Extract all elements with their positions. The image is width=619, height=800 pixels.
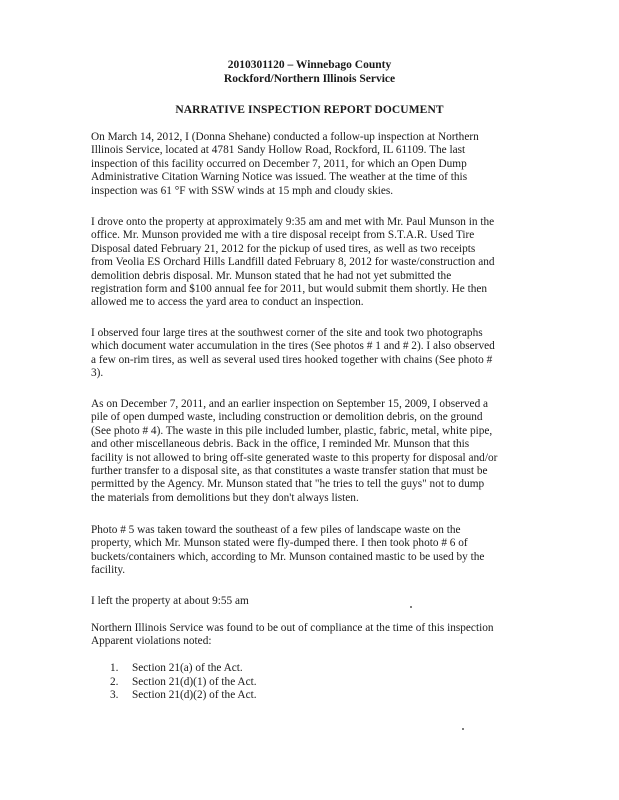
text-line: and other miscellaneous debris. Back in the office, I reminded Mr. Munson that this <box>91 438 470 451</box>
paragraph-departure <box>91 595 536 608</box>
report-header <box>0 58 619 86</box>
text-line: Illinois Service, located at 4781 Sandy Hollow Road, Rockford, IL 61109. The last <box>91 144 466 157</box>
scan-speck <box>462 728 464 730</box>
violation-text: Section 21(a) of the Act. <box>132 662 243 674</box>
text-line: from Veolia ES Orchard Hills Landfill dated February 8, 2012 for waste/construction and <box>91 256 495 269</box>
violations-list <box>110 662 257 703</box>
text-line: Apparent violations noted: <box>91 635 212 648</box>
paragraph-inspection-intro <box>91 131 536 198</box>
violation-number: 1. <box>110 662 119 674</box>
text-line: Northern Illinois Service was found to be out of compliance at the time of this inspection <box>91 622 494 634</box>
text-line: 3). <box>91 367 104 380</box>
text-line: property, which Mr. Munson stated were fly-dumped there. I then took photo # 6 of <box>91 537 468 550</box>
header-case-line: 2010301120 – Winnebago County <box>227 59 392 71</box>
paragraph-compliance <box>91 622 536 649</box>
text-line: which document water accumulation in the tires (See photos # 1 and # 2). I also observed <box>91 340 495 353</box>
text-line: pile of open dumped waste, including construction or demolition debris, on the ground <box>91 411 483 424</box>
text-line: allowed me to access the yard area to conduct an inspection. <box>91 296 364 309</box>
text-line: the materials from demolitions but they don't always listen. <box>91 491 359 504</box>
text-line: demolition debris disposal. Mr. Munson stated that he had not yet submitted the <box>91 269 452 282</box>
paragraph-office-visit <box>91 216 536 310</box>
text-line: inspection of this facility occurred on December 7, 2011, for which an Open Dump <box>91 157 467 170</box>
violation-text: Section 21(d)(1) of the Act. <box>132 675 257 688</box>
paragraph-tire-observation <box>91 327 536 381</box>
text-line: Administrative Citation Warning Notice was issued. The weather at the time of this <box>91 171 468 184</box>
text-line: I drove onto the property at approximately 9:35 am and met with Mr. Paul Munson in the <box>91 216 495 228</box>
text-line: I left the property at about 9:55 am <box>91 595 249 607</box>
text-line: office. Mr. Munson provided me with a tire disposal receipt from S.T.A.R. Used Tire <box>91 229 475 242</box>
violation-number: 3. <box>110 689 119 702</box>
violation-item <box>110 689 257 703</box>
paragraph-landscape-waste <box>91 524 536 578</box>
text-line: Photo # 5 was taken toward the southeast of a few piles of landscape waste on the <box>91 524 461 536</box>
text-line: registration form and $100 annual fee for 2011, but would submit them shortly. He then <box>91 283 488 296</box>
violation-item <box>110 662 257 676</box>
text-line: a few on-rim tires, as well as several used tires hooked together with chains (See photo # <box>91 353 493 366</box>
text-line: buckets/containers which, according to Mr. Munson contained mastic to be used by the <box>91 550 485 563</box>
scan-speck <box>410 606 412 608</box>
violation-item <box>110 676 257 690</box>
document-title: NARRATIVE INSPECTION REPORT DOCUMENT <box>175 104 444 116</box>
text-line: Disposal dated February 21, 2012 for the pickup of used tires, as well as two receipts <box>91 242 476 255</box>
text-line: As on December 7, 2011, and an earlier inspection on September 15, 2009, I observed a <box>91 398 489 410</box>
text-line: further transfer to a disposal site, as that constitutes a waste transfer station that must be <box>91 465 488 478</box>
violation-text: Section 21(d)(2) of the Act. <box>132 689 257 702</box>
violation-number: 2. <box>110 675 119 688</box>
text-line: I observed four large tires at the southwest corner of the site and took two photographs <box>91 327 483 339</box>
text-line: permitted by the Agency. Mr. Munson stated that "he tries to tell the guys" not to dump <box>91 478 485 491</box>
paragraph-open-dump <box>91 398 536 505</box>
text-line: On March 14, 2012, I (Donna Shehane) conducted a follow-up inspection at Northern <box>91 131 479 143</box>
header-facility-line: Rockford/Northern Illinois Service <box>223 73 396 85</box>
text-line: facility. <box>91 564 126 577</box>
text-line: facility is not allowed to bring off-site generated waste to this property for disposal and/or <box>91 451 498 464</box>
text-line: inspection was 61 °F with SSW winds at 15 mph and cloudy skies. <box>91 184 394 197</box>
text-line: (See photo # 4). The waste in this pile included lumber, plastic, fabric, metal, white pipe, <box>91 424 493 437</box>
